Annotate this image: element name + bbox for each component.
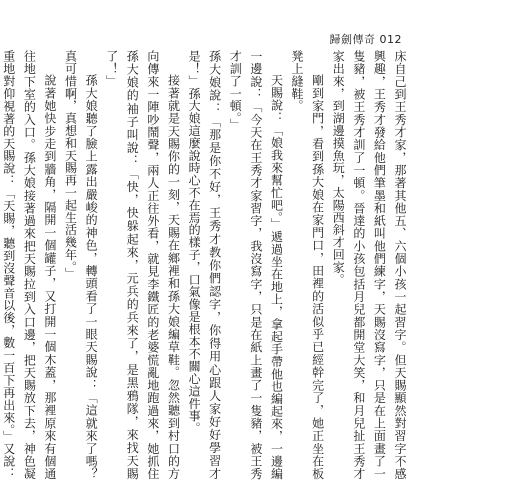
paragraph-4: 孫大娘說：「那是你不好，王秀才教你們認字，你得用心跟人家好好學習才是！」孫大娘這麼說時心不在焉的樣子，口氣像是根本不關心這件事。 (187, 50, 222, 480)
running-header: 歸劍傳奇 012 (329, 33, 402, 46)
paragraph-5: 接著就是天賜你的一刻，天賜在鄉裡和孫大娘編草鞋。忽然聽到村口的方向傳來一陣吵鬧聲，兩人正往外看，就見李鐵匠的老婆慌亂地跑過來，她抓住孫大娘的袖子叫說：「快，快躲起來，元兵的兵來了，是黑鴉隊，來找天賜了！」 (104, 50, 181, 480)
paragraph-6: 孫大娘聽了臉上露出嚴峻的神色，轉頭看了一眼天賜說：「這就來了嗎？真可惜啊，真想和天賜再一起生活幾年。」 (63, 50, 99, 480)
paragraph-7: 說著她快步走到牆角，隔開一個罐子，又打開一個木蓋，那裡原來有個通往地下室的入口。孫大娘接著過來把天賜拉到入口邊，把天賜放下去，神色凝重地對仰視著的天賜說：「天賜，聽到沒聲音以後，數一百下再出來。」又說： (1, 50, 57, 480)
vertical-body-text (0, 50, 410, 480)
paragraph-1: 床自己到王秀才家，那著其他五、六個小孩一起習字。但天賜顯然對習字不感興趣，王秀才發給他們筆墨和紙叫他們練字，天賜沒寫字，只是在上面畫了一隻豬，被王秀才訓了一頓。晉達的小孩包括月兒都開堂大笑，和月兒扯王秀才家出來，到湖邊摸魚玩，太陽西斜才回家。 (331, 50, 407, 480)
paragraph-2: 剛到家門，看到孫大娘在家門口，田裡的活似乎已經幹完了，她正坐在板凳上縫鞋。 (290, 50, 325, 480)
paragraph-3: 天賜說：「娘我來幫忙吧。」遞過坐在地上，拿起手帶他也編起來，一邊編一邊說：「今天在王秀才家習字，我沒寫字，只是在紙上畫了一隻豬，被王秀才訓了一頓。」 (228, 50, 284, 480)
